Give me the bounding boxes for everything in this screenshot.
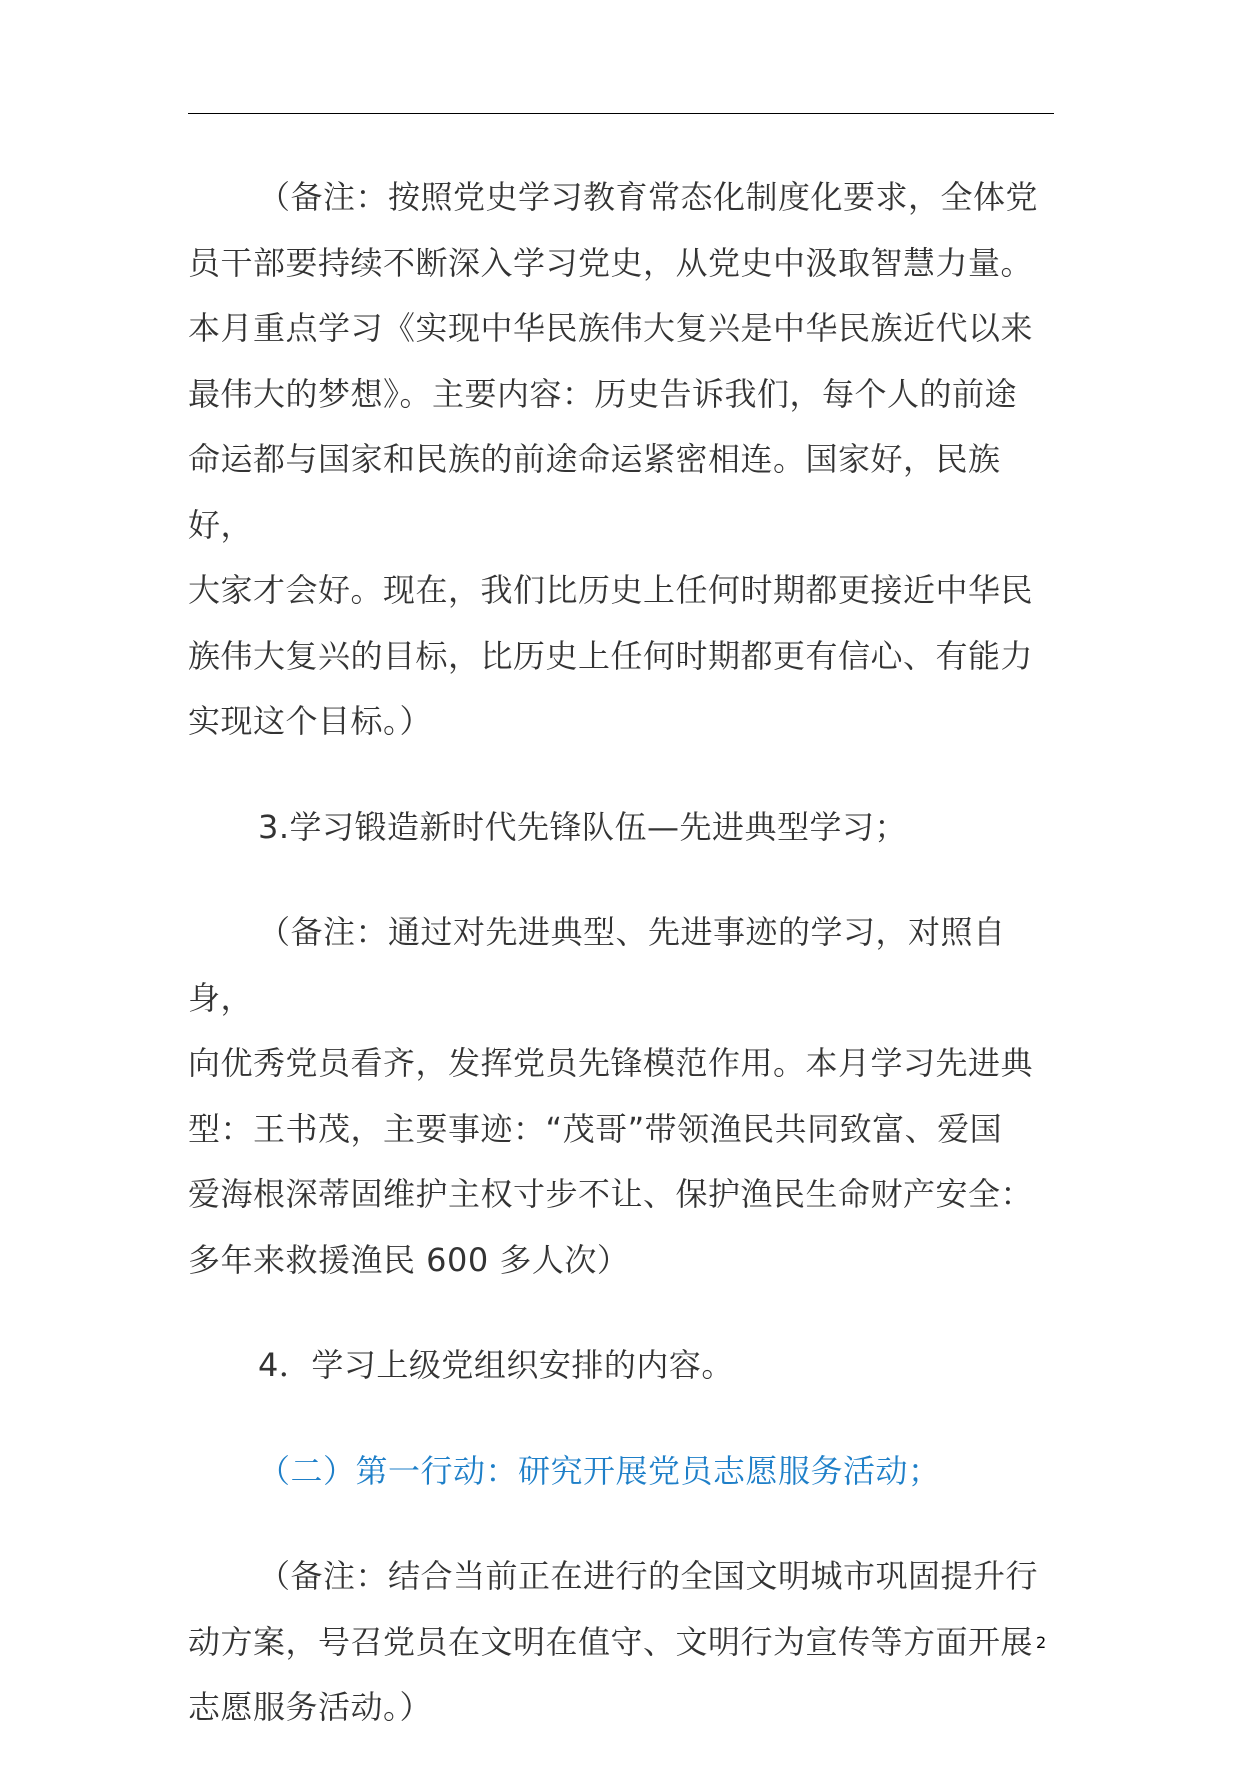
note-paragraph-advanced-models: （备注：通过对先进典型、先进事迹的学习，对照自身， 向优秀党员看齐，发挥党员先锋模范作用。本月学习先进典 型：王书茂，主要事迹：“茂哥”带领渔民共同致富、爱国 爱海根深蒂固维护主权寸步不让、保护渔民生命财产安全： 多年来救援渔民 600 多人次） bbox=[188, 913, 1034, 1279]
item-4-superior-arrangements: 4．学习上级党组织安排的内容。 bbox=[258, 1346, 734, 1384]
section-heading-volunteer-service: （二）第一行动：研究开展党员志愿服务活动； bbox=[258, 1451, 941, 1490]
page-number: 2 bbox=[1036, 1633, 1047, 1652]
header-rule bbox=[188, 113, 1054, 114]
note-paragraph-party-history: （备注：按照党史学习教育常态化制度化要求，全体党 员干部要持续不断深入学习党史，从党史中汲取智慧力量。 本月重点学习《实现中华民族伟大复兴是中华民族近代以来 最伟大的梦想》。主要内容：历史告诉我们，每个人的前途 命运都与国家和民族的前途命运紧密相连。国家好，民族好， 大家才会好。现在，我们比历史上任何时期都更接近中华民 族伟大复兴的目标，比历史上任何时期都更有信心、有能力 实现这个目标。） bbox=[188, 178, 1039, 740]
item-3-advanced-models: 3.学习锻造新时代先锋队伍—先进典型学习； bbox=[258, 807, 908, 846]
note-paragraph-volunteer-service: （备注：结合当前正在进行的全国文明城市巩固提升行 动方案，号召党员在文明在值守、文明行为宣传等方面开展 志愿服务活动。） bbox=[188, 1557, 1039, 1726]
document-body bbox=[188, 165, 1058, 1781]
